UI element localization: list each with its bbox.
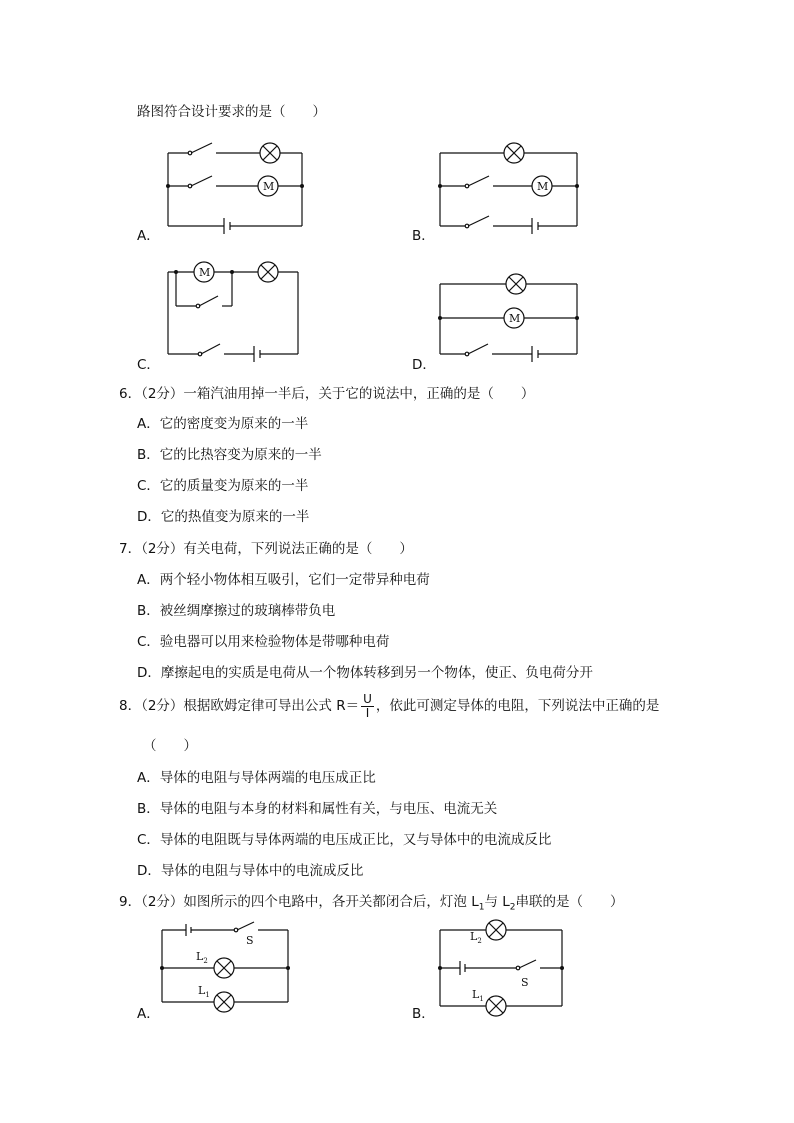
fraction-numerator: U (363, 691, 372, 706)
motor-symbol: M (199, 266, 211, 279)
motor-symbol: M (263, 180, 275, 193)
question-6-stem: 6．（2分）一箱汽油用掉一半后，关于它的说法中，正确的是（ ） (119, 386, 535, 402)
q9-stem-c: 串联的是（ ） (515, 894, 624, 910)
motor-symbol: M (537, 180, 549, 193)
q5-circuit-d (432, 270, 587, 362)
q5-option-c[interactable]: C． (137, 357, 160, 373)
label-l1: $L_1$ (198, 984, 210, 999)
q5-option-d[interactable]: D． (412, 357, 436, 373)
q8-stem-before: 8．（2分）根据欧姆定律可导出公式 R＝ (119, 698, 360, 714)
q9-sub-1: 1 (478, 902, 485, 913)
q9-option-a[interactable]: A． (137, 1006, 160, 1022)
q9-stem-b: 与 L (484, 894, 510, 910)
q9-sub-2: 2 (509, 902, 516, 913)
switch-icon (468, 176, 489, 186)
question-5-stem-tail: 路图符合设计要求的是（ ） (137, 104, 326, 120)
fraction-denominator: I (365, 705, 370, 720)
q7-option-b[interactable]: B．被丝绸摩擦过的玻璃棒带负电 (137, 603, 336, 619)
question-7-stem: 7．（2分）有关电荷，下列说法正确的是（ ） (119, 541, 413, 557)
q7-option-d[interactable]: D．摩擦起电的实质是电荷从一个物体转移到另一个物体，使正、负电荷分开 (137, 665, 593, 681)
q8-stem-line2: （ ） (143, 738, 197, 754)
q8-option-a[interactable]: A．导体的电阻与导体两端的电压成正比 (137, 770, 376, 786)
q8-stem-after: ，依此可测定导体的电阻，下列说法中正确的是 (375, 698, 660, 714)
q8-option-b[interactable]: B．导体的电阻与本身的材料和属性有关，与电压、电流无关 (137, 801, 498, 817)
switch-icon (191, 143, 212, 153)
q8-option-c[interactable]: C．导体的电阻既与导体两端的电压成正比，又与导体中的电流成反比 (137, 832, 552, 848)
label-l1: $L_1$ (472, 988, 484, 1003)
label-l2: $L_2$ (470, 930, 482, 945)
q5-circuit-a (160, 138, 310, 238)
q6-option-a[interactable]: A．它的密度变为原来的一半 (137, 416, 309, 432)
switch-icon (237, 922, 254, 930)
q9-stem-a: 9．（2分）如图所示的四个电路中，各开关都闭合后，灯泡 L (119, 894, 479, 910)
q5-option-a[interactable]: A． (137, 228, 160, 244)
question-8-stem (119, 692, 659, 720)
switch-icon (199, 296, 218, 306)
q8-option-d[interactable]: D．导体的电阻与导体中的电流成反比 (137, 863, 364, 879)
switch-icon (519, 960, 536, 968)
q5-option-b[interactable]: B． (412, 228, 435, 244)
question-9-stem (119, 894, 624, 916)
q7-option-c[interactable]: C．验电器可以用来检验物体是带哪种电荷 (137, 634, 390, 650)
label-s: S (246, 934, 254, 947)
q9-circuit-b (432, 920, 572, 1016)
motor-symbol: M (509, 312, 521, 325)
ohm-formula-fraction (361, 693, 374, 720)
q6-option-c[interactable]: C．它的质量变为原来的一半 (137, 478, 309, 494)
label-l2: $L_2$ (196, 950, 208, 965)
q5-circuit-b (432, 138, 587, 238)
switch-icon (468, 344, 488, 354)
q9-option-b[interactable]: B． (412, 1006, 435, 1022)
q6-option-b[interactable]: B．它的比热容变为原来的一半 (137, 447, 322, 463)
q7-option-a[interactable]: A．两个轻小物体相互吸引，它们一定带异种电荷 (137, 572, 430, 588)
q6-option-d[interactable]: D．它的热值变为原来的一半 (137, 509, 310, 525)
label-s: S (521, 976, 529, 989)
q5-circuit-c (160, 258, 305, 360)
q9-circuit-a (156, 924, 296, 1010)
